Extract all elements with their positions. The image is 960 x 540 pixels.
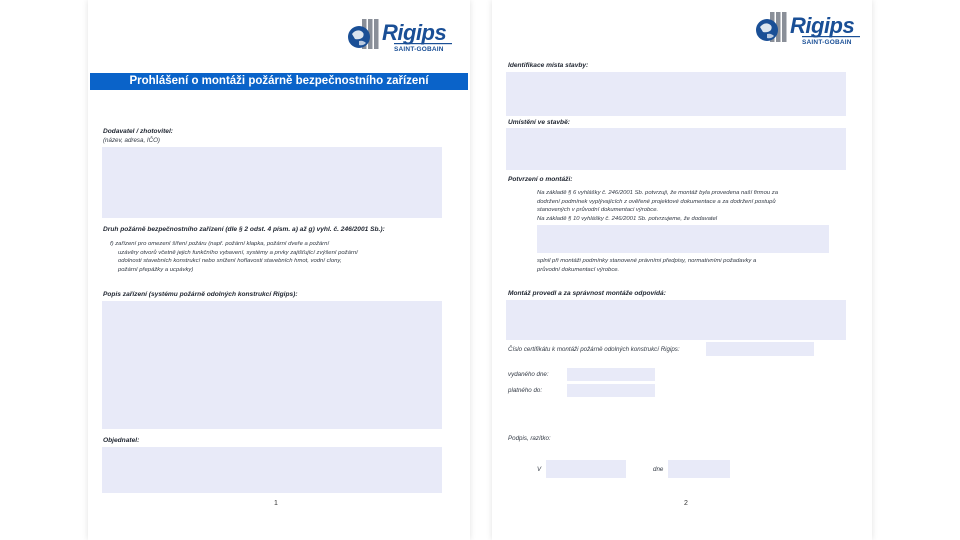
supplier-hint: (název, adresa, IČO) [103, 137, 160, 144]
installer-label: Montáž provedl a za správnost montáže odpovídá: [508, 290, 666, 297]
document-title: Prohlášení o montáži požárně bezpečnostního zařízení [90, 73, 468, 90]
brand-subtitle: SAINT-GOBAIN [394, 46, 444, 53]
confirmation-line: Na základě § 10 vyhlášky č. 246/2001 Sb. potvrzujeme, že dodavatel [537, 216, 718, 223]
equipment-type-text [110, 240, 358, 275]
supplier-label: Dodavatel / zhotovitel: [103, 128, 173, 135]
site-field[interactable] [506, 72, 846, 116]
supplier-field[interactable] [102, 147, 442, 218]
placement-label: Umístění ve stavbě: [508, 119, 570, 126]
certificate-label: Číslo certifikátu k montáži požárně odolných konstrukcí Rigips: [508, 346, 680, 353]
confirmation-label: Potvrzení o montáži: [508, 176, 573, 183]
certificate-number-field[interactable] [706, 342, 814, 356]
equipment-type-label: Druh požárně bezpečnostního zařízení (dle § 2 odst. 4 písm. a) až g) vyhl. č. 246/2001 Sb.): [103, 226, 385, 233]
date-label: dne [653, 466, 664, 473]
equipment-type-line: uzávěry otvorů včetně jejich funkčního vybavení, systémy a prvky zajišťující zvýšení požární [118, 249, 358, 256]
confirmation-text-after [537, 257, 756, 274]
confirmation-line: dodržení podmínek vyplývajících z ověřené projektové dokumentace a za dodržení postupů [537, 198, 776, 205]
description-label: Popis zařízení (systému požárně odolných konstrukcí Rigips): [103, 291, 298, 298]
valid-until-field[interactable] [567, 384, 655, 397]
confirmation-text [537, 189, 778, 224]
equipment-type-line: požární přepážky a ucpávky) [118, 267, 194, 274]
page-number: 1 [274, 500, 278, 507]
signature-label: Podpis, razítko: [508, 435, 551, 442]
form-page-1 [88, 0, 470, 540]
page-number: 2 [684, 500, 688, 507]
rigips-logo [346, 16, 466, 60]
orderer-label: Objednatel: [103, 437, 140, 444]
confirmation-line: Na základě § 6 vyhlášky č. 246/2001 Sb. potvrzuji, že montáž byla provedena naší firmou za [537, 190, 778, 196]
placement-field[interactable] [506, 128, 846, 170]
date-field[interactable] [668, 460, 730, 478]
brand-subtitle: SAINT-GOBAIN [802, 39, 852, 46]
rigips-logo [754, 9, 874, 53]
description-field[interactable] [102, 301, 442, 429]
orderer-field[interactable] [102, 447, 442, 493]
site-label: Identifikace místa stavby: [508, 62, 589, 69]
brand-name: Rigips [382, 20, 447, 45]
place-label: V [537, 466, 542, 473]
place-field[interactable] [546, 460, 626, 478]
equipment-type-line: odolnosti stavebních konstrukcí nebo snížení hořlavosti stavebních hmot, vodní clony, [118, 258, 342, 265]
valid-label: platného do: [508, 387, 543, 394]
issued-label: vydaného dne: [508, 371, 549, 378]
brand-name: Rigips [790, 13, 855, 38]
equipment-type-line: f) zařízení pro omezení šíření požáru (např. požární klapka, požární dveře a požární [110, 241, 330, 247]
form-page-2 [492, 0, 872, 540]
confirmation-line: splnil při montáži podmínky stanovené právními předpisy, normativními požadavky a [537, 258, 757, 264]
contractor-field[interactable] [537, 225, 829, 253]
installer-field[interactable] [506, 300, 846, 340]
issued-date-field[interactable] [567, 368, 655, 381]
confirmation-line: průvodní dokumentací výrobce. [537, 266, 620, 273]
confirmation-line: stanovených v průvodní dokumentaci výrobce. [537, 207, 659, 214]
